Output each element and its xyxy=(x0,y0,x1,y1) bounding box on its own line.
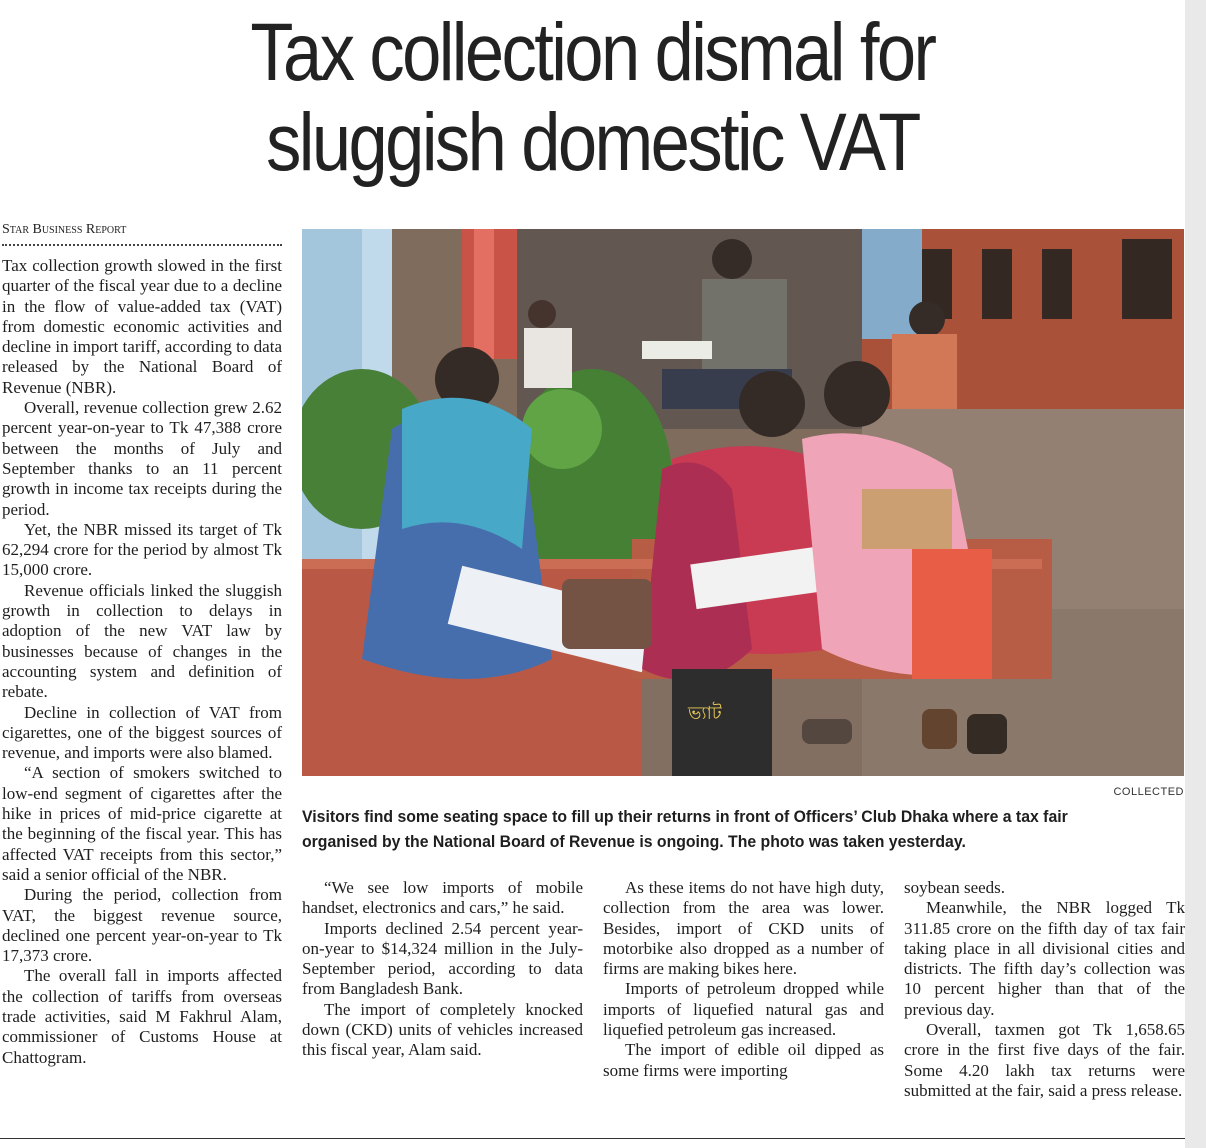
paragraph: During the period, collection from VAT, the biggest revenue source, declined one percent year-on-year to Tk 17,373 crore. xyxy=(2,885,282,966)
article-column-2 xyxy=(302,878,583,1061)
bag-text: ভ্যাট xyxy=(688,703,722,724)
paragraph: As these items do not have high duty, collection from the area was lower. Besides, import of CKD units of motorbike also dropped as a number of firms are making bikes here. xyxy=(603,878,884,979)
photo-credit: COLLECTED xyxy=(1113,786,1184,798)
paragraph: Tax collection growth slowed in the first quarter of the fiscal year due to a decline in the flow of value-added tax (VAT) from domestic economic activities and decline in import tariff, according to data released by the National Board of Revenue (NBR). xyxy=(2,256,282,397)
paragraph: The import of completely knocked down (CKD) units of vehicles increased this fiscal year, Alam said. xyxy=(302,999,583,1060)
headline-line-1: Tax collection dismal for xyxy=(250,7,935,98)
paragraph: Meanwhile, the NBR logged Tk 311.85 crore on the fifth day of tax fair taking place in all divisional cities and districts. The fifth day’s collection was 10 percent higher than that of the previous day. xyxy=(904,898,1185,1019)
paragraph: Yet, the NBR missed its target of Tk 62,294 crore for the period by almost Tk 15,000 crore. xyxy=(2,519,282,580)
paragraph: Overall, taxmen got Tk 1,658.65 crore in the first five days of the fair. Some 4.20 lakh tax returns were submitted at the fair, said a press release. xyxy=(904,1020,1185,1100)
byline: Star Business Report xyxy=(2,222,127,237)
bottom-rule xyxy=(0,1138,1185,1139)
page-edge xyxy=(1185,0,1206,1148)
news-photo xyxy=(302,229,1184,776)
article-column-1 xyxy=(2,256,282,1068)
photo-caption: Visitors find some seating space to fill up their returns in front of Officers’ Club Dhaka where a tax fair organised by the National Board of Revenue is ongoing. The photo was taken yesterday. xyxy=(302,807,1068,851)
paragraph: Decline in collection of VAT from cigarettes, one of the biggest sources of revenue, and imports were also blamed. xyxy=(2,702,282,763)
paragraph: Imports of petroleum dropped while imports of liquefied natural gas and liquefied petroleum gas increased. xyxy=(603,979,884,1040)
paragraph: Imports declined 2.54 percent year-on-year to $14,324 million in the July-September period, according to data from Bangladesh Bank. xyxy=(302,918,583,999)
paragraph: Overall, revenue collection grew 2.62 percent year-on-year to Tk 47,388 crore between the months of July and September thanks to an 11 percent growth in income tax receipts during the period. xyxy=(2,398,282,519)
article-column-4 xyxy=(904,878,1185,1101)
byline-divider xyxy=(2,244,282,246)
paragraph: The overall fall in imports affected the collection of tariffs from overseas trade activities, said M Fakhrul Alam, commissioner of Customs House at Chattogram. xyxy=(2,966,282,1067)
paragraph: “A section of smokers switched to low-end segment of cigarettes after the hike in prices of mid-price cigarette at the beginning of the fiscal year. This has affected VAT receipts from this sector,” said a senior official of the NBR. xyxy=(2,763,282,884)
paragraph: soybean seeds. xyxy=(904,878,1006,897)
paragraph: The import of edible oil dipped as some firms were importing xyxy=(603,1040,884,1080)
headline-line-2: sluggish domestic VAT xyxy=(266,97,919,188)
article-column-3 xyxy=(603,878,884,1081)
paragraph: Revenue officials linked the sluggish growth in collection to delays in adoption of the new VAT law by businesses because of changes in the accounting system and definition of rebate. xyxy=(2,580,282,702)
headline xyxy=(83,8,1102,188)
paragraph: “We see low imports of mobile handset, electronics and cars,” he said. xyxy=(302,878,583,918)
